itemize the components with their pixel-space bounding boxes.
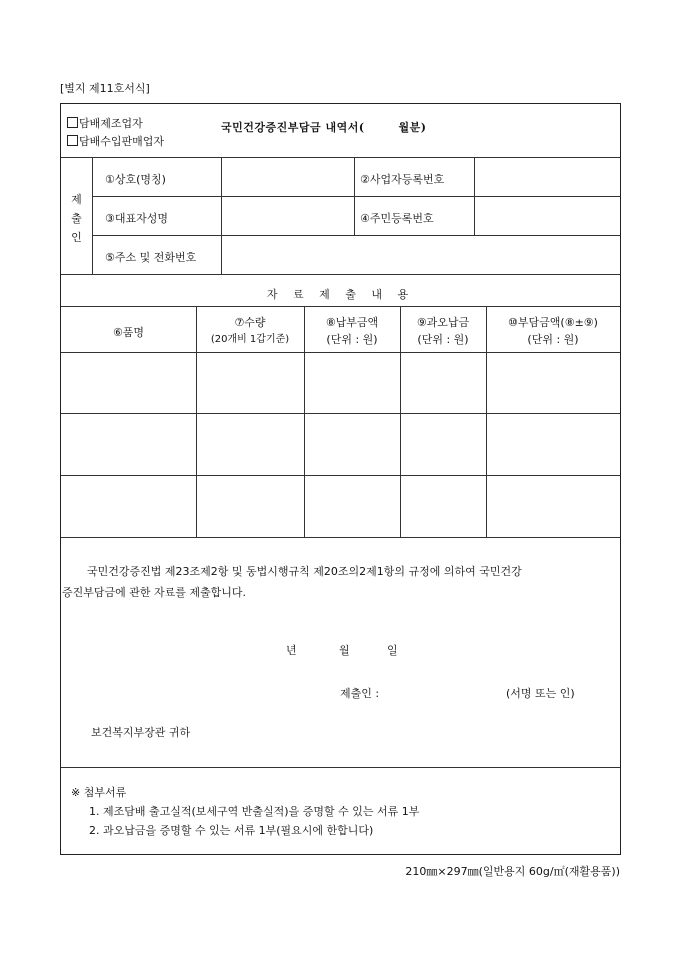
date-year-label: 년: [286, 644, 297, 657]
field-business-reg-no-value[interactable]: [477, 160, 617, 194]
field-business-name-label: ①상호(명칭): [105, 173, 166, 186]
table-row[interactable]: [63, 355, 618, 410]
checkbox-box[interactable]: [67, 117, 78, 128]
column-header-item: ⑥품명: [112, 326, 145, 339]
column-header-line: ⑨과오납금: [416, 316, 470, 329]
recipient-label: 보건복지부장관 귀하: [91, 726, 191, 739]
column-header-overpayment: [400, 314, 486, 348]
field-representative-value[interactable]: [224, 199, 352, 233]
column-header-line: ⑩부담금액(⑧±⑨): [508, 316, 598, 329]
checkbox-label: 담배제조업자: [79, 117, 143, 130]
submitter-sign-label: 제출인 :: [340, 687, 380, 700]
form-title-month: 월분): [398, 121, 427, 134]
declaration-text-line1: 국민건강증진법 제23조제2항 및 동법시행규칙 제20조의2제1항의 규정에 의하여 국민건강: [87, 565, 522, 578]
checkbox-tobacco-manufacturer[interactable]: [67, 115, 143, 131]
side-char: 인: [71, 231, 82, 244]
checkbox-label: 담배수입판매업자: [79, 135, 165, 148]
field-representative-label: ③대표자성명: [105, 212, 168, 225]
column-header-quantity: [196, 314, 304, 348]
attachments-heading: ※ 첨부서류: [71, 786, 127, 799]
date-day-label: 일: [387, 644, 398, 657]
submitter-side-label: [61, 190, 92, 247]
column-header-line: ⑧납부금액: [325, 316, 379, 329]
signature-label: (서명 또는 인): [506, 687, 575, 700]
field-resident-no-label: ④주민등록번호: [360, 212, 434, 225]
attachment-item-2: 2. 과오납금을 증명할 수 있는 서류 1부(필요시에 한합니다): [89, 824, 374, 837]
side-char: 출: [71, 212, 82, 225]
column-header-line: (20개비 1갑기준): [210, 334, 290, 345]
checkbox-tobacco-importer[interactable]: [67, 133, 164, 149]
field-business-name-value[interactable]: [224, 160, 352, 194]
checkbox-box[interactable]: [67, 135, 78, 146]
form-title-main: 국민건강증진부담금 내역서(: [221, 121, 365, 134]
form-title: [221, 119, 427, 135]
table-row[interactable]: [63, 478, 618, 534]
date-month-label: 월: [339, 644, 350, 657]
table-row[interactable]: [63, 416, 618, 472]
column-header-payment: [304, 314, 400, 348]
field-resident-no-value[interactable]: [477, 199, 617, 233]
column-header-line: (단위 : 원): [417, 333, 469, 346]
field-business-reg-no-label: ②사업자등록번호: [360, 173, 445, 186]
attachment-item-1: 1. 제조담배 출고실적(보세구역 반출실적)을 증명할 수 있는 서류 1부: [89, 805, 420, 818]
field-address-phone-value[interactable]: [224, 238, 617, 272]
column-header-line: (단위 : 원): [326, 333, 378, 346]
side-char: 제: [71, 193, 82, 206]
column-header-levy-amount: [486, 314, 620, 348]
field-address-phone-label: ⑤주소 및 전화번호: [105, 251, 197, 264]
column-header-line: (단위 : 원): [527, 333, 579, 346]
declaration-text-line2: 증진부담금에 관한 자료를 제출합니다.: [62, 586, 247, 599]
form-number-label: [별지 제11호서식]: [60, 82, 150, 95]
data-section-heading: 자 료 제 출 내 용: [266, 288, 415, 301]
paper-spec-note: 210㎜×297㎜(일반용지 60g/㎡(재활용품)): [405, 865, 620, 878]
column-header-line: ⑦수량: [234, 316, 266, 329]
form-frame: [60, 103, 621, 855]
